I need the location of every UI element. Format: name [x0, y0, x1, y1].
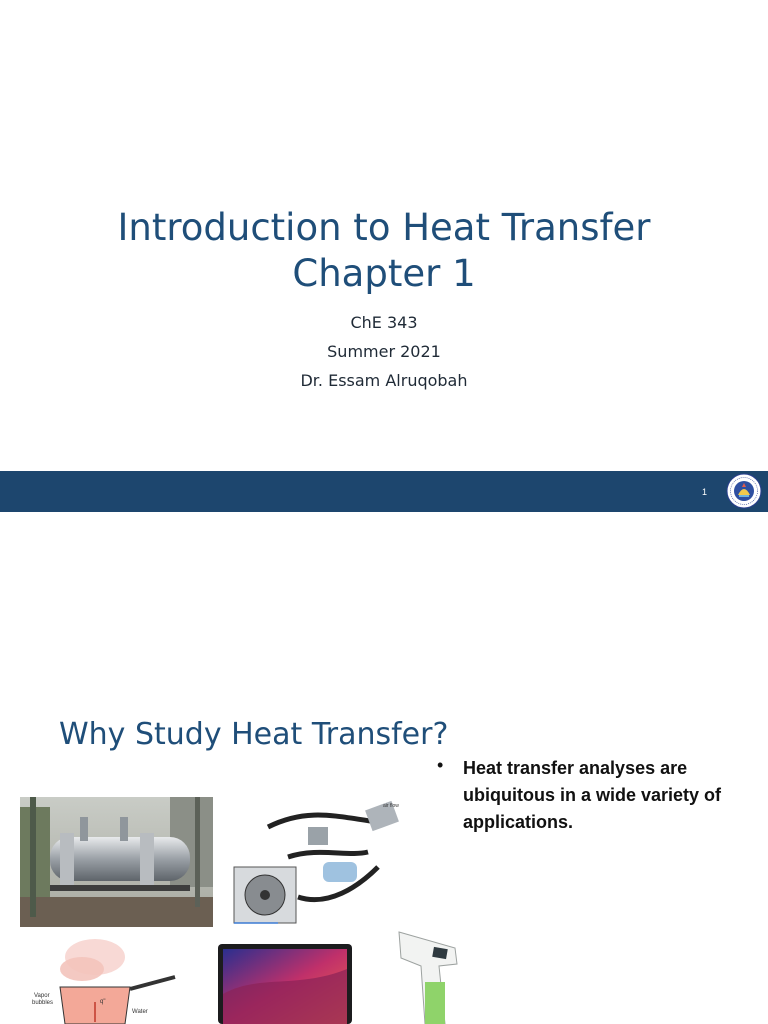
heat-flux-label: q" [100, 999, 106, 1005]
university-seal-icon [726, 473, 762, 509]
bullet-icon: • [437, 755, 444, 775]
boiling-pot-diagram [20, 937, 190, 1024]
title-line-1: Introduction to Heat Transfer [117, 206, 651, 249]
car-cooling-system-diagram [228, 797, 410, 932]
vapor-bubbles-label-1: Vapor [34, 993, 50, 999]
footer-band [0, 471, 768, 512]
infrared-thermometer-photo [395, 922, 465, 1024]
slide-subtitle [0, 308, 768, 395]
title-line-2: Chapter 1 [292, 252, 476, 295]
instructor-name: Dr. Essam Alruqobah [300, 371, 468, 390]
slide-title: Why Study Heat Transfer? [59, 717, 449, 752]
term: Summer 2021 [327, 342, 441, 361]
industrial-heat-exchanger-photo [20, 797, 213, 927]
bullet-text: Heat transfer analyses are ubiquitous in a wide variety of applications. [463, 758, 722, 832]
course-code: ChE 343 [350, 313, 418, 332]
laptop-photo [218, 944, 352, 1024]
slide-title [0, 205, 768, 297]
content-slide [0, 512, 768, 1024]
vapor-bubbles-label-2: bubbles [32, 1000, 54, 1006]
air-flow-label: air flow [383, 803, 399, 809]
page-number: 1 [702, 487, 708, 497]
water-label: Water [132, 1009, 148, 1015]
